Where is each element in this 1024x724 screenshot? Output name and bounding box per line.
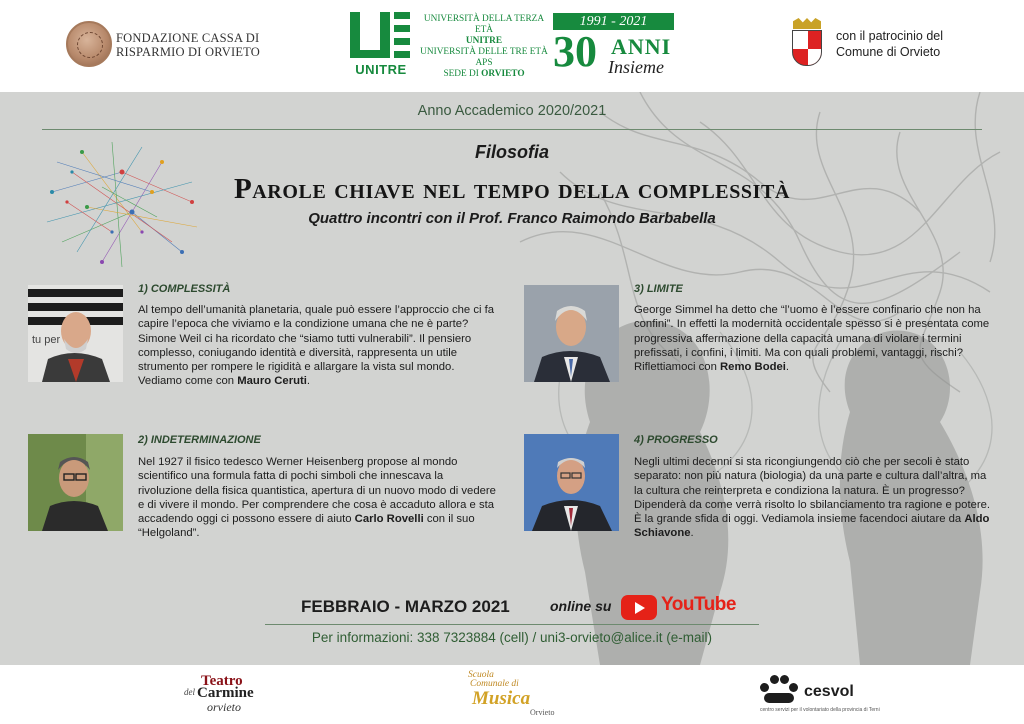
youtube-play-icon[interactable] xyxy=(621,595,657,620)
divider-line xyxy=(42,129,982,130)
youtube-logo-text[interactable]: YouTube xyxy=(661,594,736,615)
fondazione-seal-logo xyxy=(66,21,112,67)
guest-name: Aldo Schiavone xyxy=(634,513,990,540)
unitre-logo-word: UNITRE xyxy=(355,62,407,77)
anniversary-years: 1991 - 2021 xyxy=(553,13,674,30)
cesvol-tagline: centro servizi per il volontariato della provincia di Terni xyxy=(760,707,880,713)
aldo-schiavone-photo xyxy=(524,434,619,531)
subject-heading: Filosofia xyxy=(474,142,549,162)
cesvol-people-icon xyxy=(760,671,798,703)
topic-description: George Simmel ha detto che “l’uomo è l’essere confinario che non ha confini”. In effetti la modernità occidentale spesso si è presentata come progressiva affermazione della capacità umana di violare i termini prefissati, i confini, i limiti. Ma con quali problemi, vantaggi, rischi? Riflettiamoci con Remo Bodei. xyxy=(634,304,990,374)
guest-name: Carlo Rovelli xyxy=(354,513,424,526)
header xyxy=(0,0,1024,92)
unitre-description: UNIVERSITÀ DELLA TERZA ETÀ UNITRE UNIVERSITÀ DELLE TRE ETÀ APS SEDE DI ORVIETO xyxy=(420,14,548,79)
scuola-musica-logo: Scuola Comunale di Musica Orvieto xyxy=(468,670,555,717)
orvieto-crest-icon xyxy=(792,18,822,68)
guest-name: Remo Bodei xyxy=(720,361,786,374)
teatro-carmine-logo: Teatro del Carmine orvieto xyxy=(184,673,254,714)
guest-name: Mauro Ceruti xyxy=(237,375,307,388)
carlo-rovelli-photo xyxy=(28,434,123,531)
online-label: online su xyxy=(550,598,612,614)
cesvol-logo-text: cesvol xyxy=(804,683,854,700)
fondazione-name: FONDAZIONE CASSA DI RISPARMIO DI ORVIETO xyxy=(116,31,260,59)
topic-heading: 4) PROGRESSO xyxy=(634,434,718,446)
poster-subtitle: Quattro incontri con il Prof. Franco Raimondo Barbabella xyxy=(308,210,716,227)
contact-info: Per informazioni: 338 7323884 (cell) / uni3-orvieto@alice.it (e-mail) xyxy=(311,630,713,645)
academic-year: Anno Accademico 2020/2021 xyxy=(417,103,607,119)
topic-heading: 2) INDETERMINAZIONE xyxy=(138,434,261,446)
topic-heading: 3) LIMITE xyxy=(634,283,683,295)
poster-title: Parole chiave nel tempo della complessità xyxy=(233,173,791,205)
divider-line xyxy=(265,624,759,625)
anniversary-number: 30 xyxy=(553,27,597,76)
topic-description: Al tempo dell’umanità planetaria, quale può essere l’approccio che ci fa capire l’epoca che viviamo e la condizione umana che ne è parte? Simone Weil ci ha ricordato che “siamo tutti vulnerabili”. Il pensiero complesso, coniugando identità e diversità, rappresenta un utile strumento per rompere le rigidità e allargare la vista sul mondo. Vediamo come con Mauro Ceruti. xyxy=(138,304,495,388)
topic-description: Nel 1927 il fisico tedesco Werner Heisenberg propose al mondo scientifico una formula fatta di pochi simboli che innescava la rivoluzione della fisica quantistica, apertura di un nuovo modo di vedere e di vivere il mondo. Per comprendere che cosa è accaduto allora e sta accadendo oggi ci possono essere di aiuto Carlo Rovelli con il suo “Helgoland”. xyxy=(138,456,496,540)
patrocinio-text: con il patrocinio del Comune di Orvieto xyxy=(836,29,944,59)
topic-description: Negli ultimi decenni si sta ricongiungendo ciò che per secoli è stato separato: non più natura (biologia) da una parte e cultura dall’altra, ma la cultura che reinterpreta e condiziona la natura. È un progresso? Dipenderà da come verrà risolto lo sbilanciamento tra ragione e potere. È la grande sfida di oggi. Vediamola insieme facendoci aiutare da Aldo Schiavone. xyxy=(634,456,991,540)
topic-heading: 1) COMPLESSITÀ xyxy=(138,283,231,295)
remo-bodei-photo xyxy=(524,285,619,382)
event-dates: FEBBRAIO - MARZO 2021 xyxy=(301,597,510,616)
svg-text:tu per: tu per xyxy=(32,334,61,346)
anniversary-subtitle: Insieme xyxy=(608,57,664,77)
mauro-ceruti-photo xyxy=(28,285,123,382)
anniversary-word: ANNI xyxy=(611,34,672,59)
